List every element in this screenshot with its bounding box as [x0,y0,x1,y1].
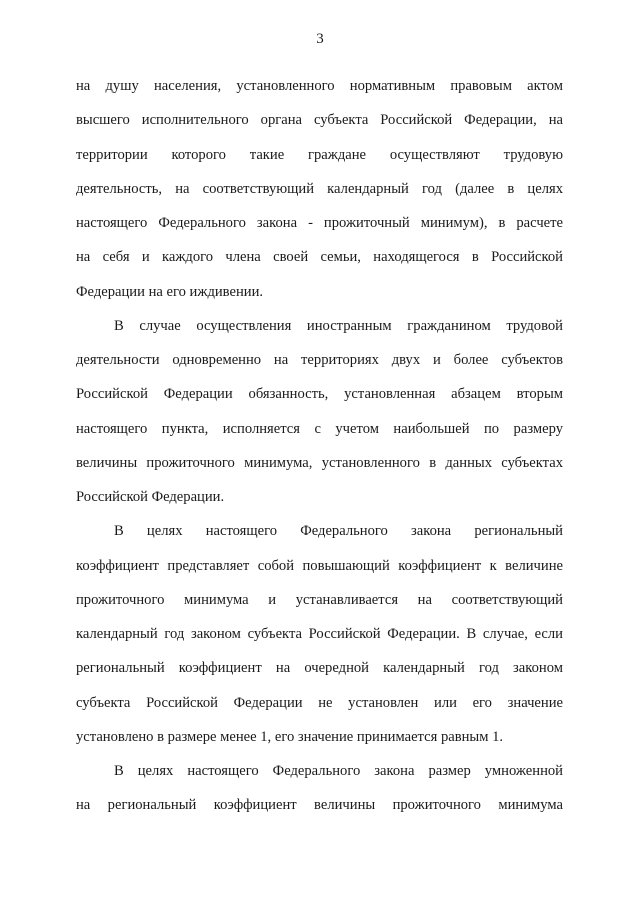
text-line: деятельность, на соответствующий календарный год (далее в целях [76,180,563,197]
page-number: 3 [316,31,324,47]
paragraph-first-line: В целях настоящего Федерального закона размер умноженной [114,763,563,779]
paragraph-first-line: В целях настоящего Федерального закона региональный [114,523,563,540]
text-line: настоящего пункта, исполняется с учетом наибольшей по размеру [76,420,563,437]
text-line: календарный год законом субъекта Российской Федерации. В случае, если [76,626,563,642]
text-line: настоящего Федерального закона - прожиточный минимум), в расчете [76,215,563,231]
text-line: установлено в размере менее 1, его значение принимается равным 1. [76,728,504,745]
text-line: региональный коэффициент на очередной календарный год законом [76,660,563,677]
text-line: коэффициент представляет собой повышающий коэффициент к величине [76,557,563,574]
text-line: на себя и каждого члена своей семьи, находящегося в Российской [76,249,563,266]
text-line: прожиточного минимума и устанавливается на соответствующий [76,591,563,608]
document-body [76,73,563,827]
text-line: территории которого такие граждане осуществляют трудовую [76,146,563,163]
text-line: величины прожиточного минимума, установленного в данных субъектах [76,454,563,471]
paragraph-first-line: В случае осуществления иностранным гражданином трудовой [114,317,563,334]
text-line: деятельности одновременно на территориях двух и более субъектов [76,352,563,368]
text-line: Российской Федерации обязанность, установленная абзацем вторым [76,386,563,403]
text-line: на региональный коэффициент величины прожиточного минимума [76,797,563,814]
text-line: высшего исполнительного органа субъекта Российской Федерации, на [76,112,563,129]
text-line: Федерации на его иждивении. [76,283,264,300]
text-line: субъекта Российской Федерации не установлен или его значение [76,694,563,711]
text-line: Российской Федерации. [76,489,225,505]
text-line: на душу населения, установленного нормативным правовым актом [76,78,563,94]
